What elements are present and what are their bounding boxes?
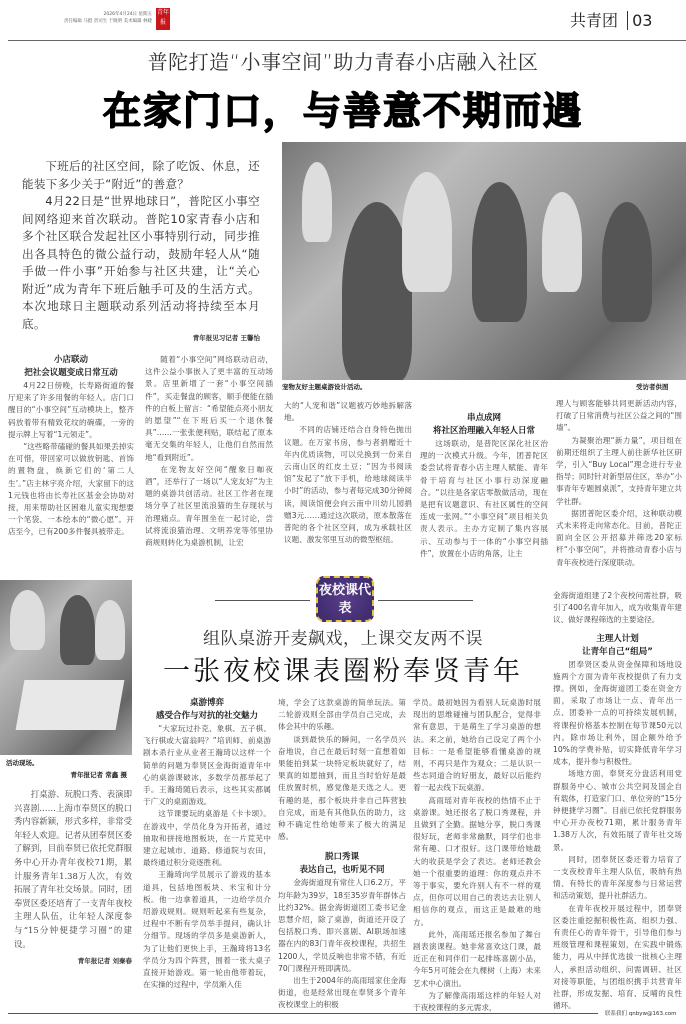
paragraph: 金海街道现有常住人口6.2万，平均年龄为39岁，18至35岁青年群体占比约32%。据金海街道团工委书记金思慧介绍，除了桌游，街道还开设了包括脱口秀、即兴喜剧、AI职场加速器在内的83门青年夜校课程，共招生1200人，学员反响也非常不错，有近70门课程开班即满员。 [278, 878, 406, 973]
top-byline: 青年报见习记者 王馨怡 [192, 334, 260, 342]
bottom-photo-credit: 青年报记者 常鑫 摄 [70, 771, 127, 779]
top-photo-credit: 受访者供图 [636, 383, 669, 391]
paragraph: 王瀚琦向学员展示了游戏的基本道具，包括地图板块、米宝和计分板。他一边拿着道具，一边给学员介绍游戏规则。规则听起来有些复杂，过程中不断有学员举手提问，确认计分细节。现场的学员多是桌游新人，为了让他们更快上手，王瀚琦将13名学员分为四个阵营，围着一张大桌子直接开始游戏。第一轮由他带着玩，在实操的过程中，学员渐入佳 [143, 870, 271, 990]
bottom-photo-caption: 活动现场。 [6, 759, 39, 767]
paragraph: 为了解像高雨瑶这样的年轻人对于夜校课程的多元需求， [413, 990, 541, 1013]
paragraph: 4月22日傍晚，长寿路街道的餐厅迎来了许多用餐的年轻人。店门口醒目的“小事空间”互动模块上，整齐码放着带有精致花纹的碗碟，一旁的提示牌上写着“1元领走”。 [8, 381, 134, 439]
page-number: 03 [632, 11, 653, 30]
intro-paragraph: 下班后的社区空间，除了吃饭、休息，还能装下多少关于“附近”的善意？ [22, 159, 260, 191]
header-rule [8, 40, 686, 41]
top-column-5 [556, 398, 682, 569]
top-headline: 在家门口，与善意不期而遇 [102, 89, 583, 133]
paragraph: 据团普陀区委介绍，这种联动模式未来将走向常态化。目前，普陀正面向全区公开招募并筛选20家标杆“小事空间”，并将推动青春小店与青年夜校进行深度联动。 [556, 508, 682, 567]
paragraph: 学员。最初她因为看别人玩桌游时展现出的思维碰撞与团队配合，觉得非常有意思，于是萌生了学习桌游的想法。来之前，她给自己设定了两个小目标：一是希望能够看懂桌游的规则，不再只是作为观众；二是认识一些志同道合的好朋友，最好以后能约着一起去线下玩桌游。 [413, 698, 541, 793]
bottom-column-5 [553, 590, 682, 1013]
newspaper-logo: 青年报 [156, 8, 170, 30]
paragraph: 金海街道组建了2个夜校问需社群，吸引了400名青年加入，成为收集青年建议、做好课程筛选的主要途径。 [553, 591, 682, 625]
section-name: 共青团 [570, 11, 619, 30]
editors: 责任编辑 马挺 责司生 于晓明 美术编辑 林婕 [63, 19, 152, 24]
kicker: 把社会议题变成日常互动 [24, 368, 118, 378]
paragraph: 同时，团奉贤区委还着力培育了一支夜校青年主理人队伍，吸纳有热情、有特长的青年深度参与日常运营和活动策划，提升社群活力。 [553, 854, 682, 901]
kicker: 主理人计划 [596, 633, 639, 644]
pet-boardgame-photo [282, 142, 686, 380]
masthead-info [20, 11, 152, 25]
footer-contact [605, 1010, 676, 1018]
kicker: 表达自己，也听见不同 [299, 865, 385, 876]
paragraph: 高雨瑶对青年夜校的热情不止于桌游课。她还报名了脱口秀课程，并且做到了全勤。据她分享，脱口秀课很好玩，老师非常幽默，同学们也非常有趣、口才很好。这门课带给她最大的收获是学会了表达。老师还教会她一个很重要的道理：你的观点并不等于事实，要允许别人有不一样的观点，但你可以用自己的表达去让别人相信你的观点，而这正是最难的地方。 [413, 795, 541, 927]
bottom-column-2 [143, 697, 271, 991]
bottom-byline: 青年报记者 刘秦春 [77, 957, 132, 966]
kicker: 将社区治理融入年轻人日常 [432, 426, 535, 436]
contact-email[interactable]: qnbyw@163.com [628, 1011, 677, 1017]
night-school-badge: 夜校课代表 [316, 576, 374, 622]
issue-date: 2026年4月24日 星期五 [103, 12, 152, 17]
kicker: 串点成网 [466, 413, 501, 423]
badge-rule-left [215, 600, 310, 601]
paragraph: 为凝聚治理“新力量”，项目组在前期还组织了主理人前往新华社区研学，引入“Buy Local”理念进行专业指导；同时针对新型居住区，举办“小事青年专题圆桌派”，支持青年建立共学社群。 [556, 435, 682, 506]
section-label [570, 8, 652, 31]
bottom-column-4 [413, 697, 541, 1014]
top-column-1 [8, 354, 134, 539]
paragraph: 场地方面，奉贤充分盘活利用党群服务中心、城市公共空间及国企自有载体，打造家门口、单位旁的“15分钟便捷学习圈”。目前已依托党群服务中心开办夜校71期，累计服务青年1.38万人次，有效拓展了青年社交场景。 [553, 769, 682, 852]
top-column-2 [145, 354, 273, 549]
paragraph: 理人与顾客能够共同更新活动内容，打破了日常消费与社区公益之间的“围墙”。 [556, 399, 682, 433]
paragraph: 这场联动，是普陀区深化社区治理的一次模式升级。今年，团普陀区委尝试将青春小店主理人赋能、青年骨干培育与社区小事行动深度融合。“以往是各家店零散做活动，现在是把有议题意识、有社区属性的空间连成一张网。”“小事空间”项目相关负责人表示。主办方定制了集内容展示、互动参与于一体的“小事空间插件”，放置在小店的角落，让主 [420, 439, 548, 558]
kicker: 桌游博弈 [189, 698, 224, 708]
bottom-subtitle: 组队桌游开麦飙戏，上课交友两不误 [203, 629, 483, 649]
paragraph: 在青年夜校开展过程中，团奉贤区委注重挖掘积极性高、组织力强、有责任心的青年骨干，引导他们参与班级管理和课程策划，在实践中锻炼能力，再从中择优选拔一批核心主理人，承担活动组织、问需调研、社区对接等职能，与团组织携手共营青年社群，形成发掘、培育、反哺的良性循环。 [553, 903, 682, 1011]
paragraph: 出生于2004年的高雨瑶家住金海街道，也是经常出现在奉贤多个青年夜校课堂上的积极 [278, 976, 406, 1010]
intro-paragraph: 4月22日是“世界地球日”，普陀区小事空间网络迎来首次联动。普陀10家青春小店和多个社区联合发起社区小事特别行动，同步推出各具特色的微公益行动，鼓励年轻人从“随手做一件小事”开始参与社区共建，让“关心附近”成为青年下班后触手可及的生活方式。本次地球日主题联动系列活动将持续至本月底。 [22, 194, 260, 331]
paragraph: 谈到最快乐的瞬间，一名学员兴奋地说，自己在最后时刻一直想着如果能拍到某一块特定板块就好了，结果真的如愿抽到，而且当时恰好是最佳放置时机，感觉像是天选之人。更有趣的是，那个板块并非自己阵营独自完成，而是有其他队伍的助力，这种不确定性给她带来了极大的满足感。 [278, 734, 406, 842]
paragraph: 不同的店铺还结合自身特色抛出议题。在万家书房，参与者捐赠近十年内优质读物，可以兑换到一份来自云南山区的红皮土豆；“因为书阅读馆”发起了“放下手机，给地球阅读半小时”的活动，参与者每完成30分钟阅读，阅读馆便会向云南中川幼儿园捐赠3元……通过这次联动，原本散落在普陀的各个社区空间，成为承载社区议题、激发邻里互动的微型枢纽。 [284, 425, 412, 545]
top-column-4 [420, 412, 548, 560]
paragraph: 此外，高雨瑶还报名参加了舞台剧表演课程。她非常喜欢这门课，最近正在和同伴们一起排练喜剧小品，今年5月可能会在九棵树（上海）未来艺术中心演出。 [413, 929, 541, 988]
top-column-3 [284, 400, 412, 546]
lead-paragraph: 打桌游、玩脱口秀、表演即兴喜剧……上海市奉贤区的脱口秀内容新颖，形式多样，非常受年轻人欢迎。记者从团奉贤区委了解到，目前奉贤已依托党群服务中心开办青年夜校71期，累计服务青年1.38万人次，有效拓展了青年社交场景。同时，团奉贤区委还培育了一支青年夜校主理人队伍，让年轻人深度参与“15分钟便捷学习圈”的建设。 [14, 789, 132, 949]
kicker: 脱口秀课 [324, 852, 359, 863]
paragraph: 境，学会了这款桌游的简单玩法。第二轮游戏则全部由学员自己完成，去体会其中的乐趣。 [278, 698, 406, 732]
bottom-lead [14, 788, 132, 966]
footer-rule [8, 1013, 598, 1014]
paragraph: 大的“人宠和谐”议题被巧妙地拆解落地。 [284, 401, 412, 423]
top-subtitle: 普陀打造“小事空间”助力青春小店融入社区 [147, 50, 539, 74]
top-photo-caption: 宠物友好主题桌游设计活动。 [282, 383, 367, 391]
badge-rule-right [378, 600, 473, 601]
paragraph: 在宠物友好空间“醒象日咖夜酒”，还举行了一场以“人宠友好”为主题的桌游共创活动。社区工作者在现场分享了社区里流浪猫的生存现状与治理痛点。青年围坐在一起讨论，尝试将流浪猫治理、文明养宠等邻里协商规则转化为桌游机制，让宏 [145, 464, 273, 548]
paragraph: 随着“小事空间”网络联动启动，这件公益小事嵌入了更丰富的互动场景。店里新增了一套“小事空间插件”，买走餐盘的顾客，顺手便能在插件的白板上留言：“希望能点亮小朋友的愿望”“在下班后买一个退休餐具”……一张张便利贴，联结起了原本毫无交集的年轻人，让他们自然而然地“看到附近”。 [145, 355, 273, 462]
bottom-headline: 一张夜校课表圈粉奉贤青年 [163, 656, 523, 687]
contact-label: 联系我们 [605, 1011, 628, 1017]
kicker: 让青年自己“组局” [582, 646, 653, 657]
paragraph: 这节课要玩的桌游是《卡卡颂》。在游戏中，学员化身为开拓者，通过抽取和拼接地图板块，在一片荒芜中建立起城市、道路、修道院与农田，最终通过积分竞逐胜利。 [143, 809, 271, 868]
top-intro [22, 158, 260, 343]
paragraph: “大家玩过扑克、象棋、五子棋、飞行棋或大富翁吗？”培训师、前桌游剧本杀行业从业者王瀚琦以这样一个简单的问题为奉贤区金海街道青年中心的桌游课破冰，多数学员都举起了手。王瀚琦随后表示，这些其实都属于广义的桌面游戏。 [143, 724, 271, 807]
kicker: 感受合作与对抗的社交魅力 [155, 711, 258, 721]
kicker: 小店联动 [53, 355, 88, 365]
paragraph: 团奉贤区委从资金保障和场地设施两个方面为青年夜校提供了有力支撑。例如，金海街道团工委在资金方面，采取了市场让一点、青年出一点、团委补一点的可持续发展机制，将课程价格基本控制在每节课50元以内。除市场让利外，国企额外给予10%的学费补贴，切实降低青年学习成本，提升参与积极性。 [553, 659, 682, 767]
paragraph: “这些略带磕碰的餐具如果丢掉实在可惜，带回家可以做放钥匙、首饰的置物盘，焕新它们的‘第二人生’。”店主林宇亮介绍，大家留下的这1元钱也将由长寿社区基金会协助对接，用来帮助社区困难儿童实现想要一个笔袋、一本绘本的“微心愿”。开店至今，已有200多件餐具被带走。 [8, 442, 134, 537]
bottom-column-3 [278, 697, 406, 1012]
